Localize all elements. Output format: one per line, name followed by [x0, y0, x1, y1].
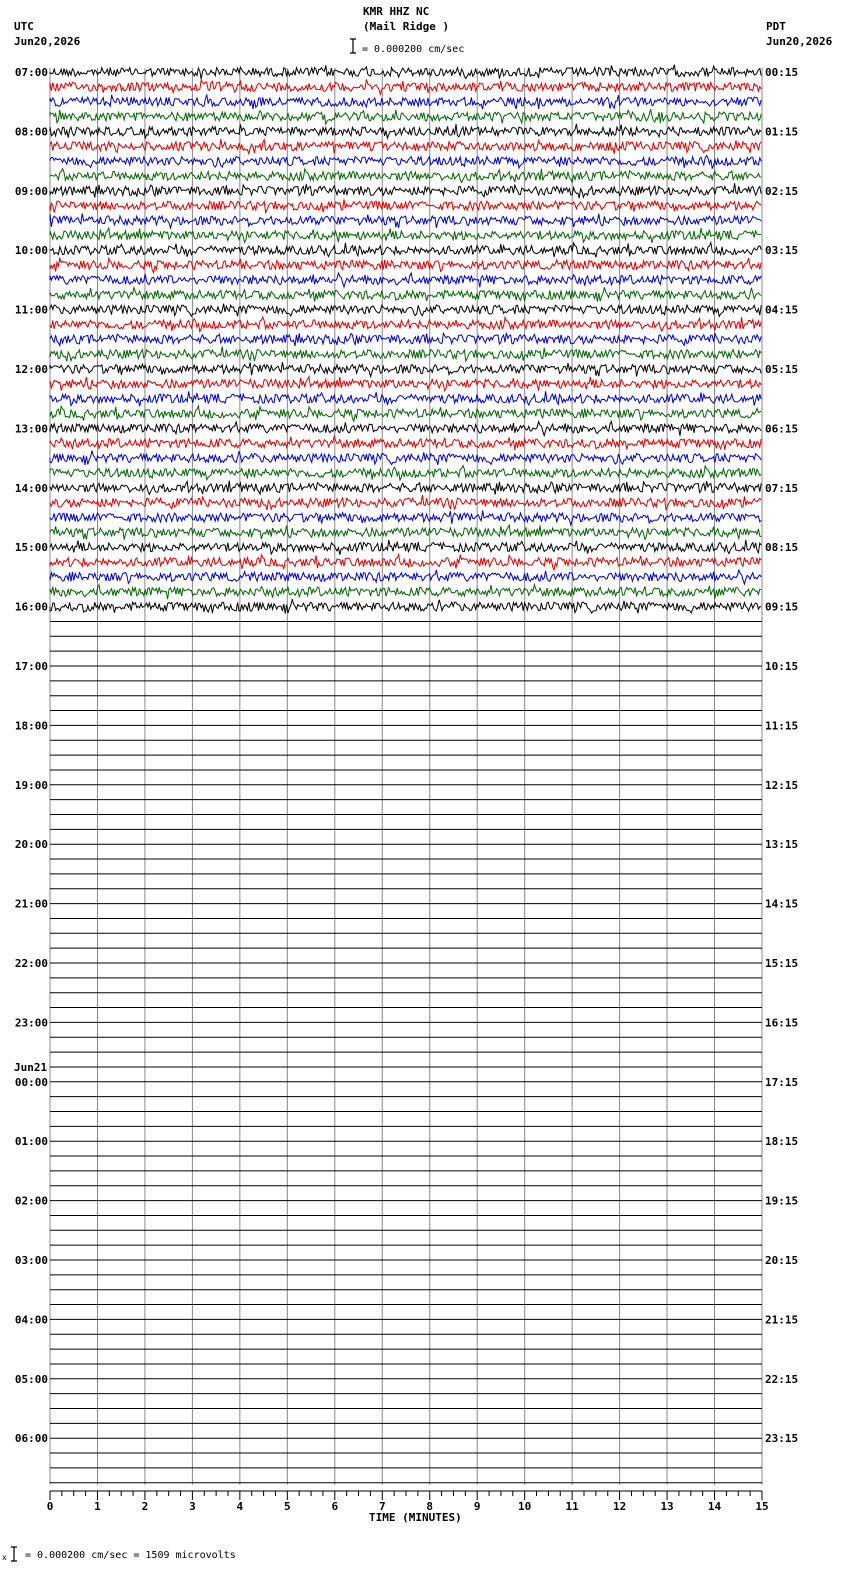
trace-row: [50, 333, 761, 346]
trace-row: [50, 243, 761, 258]
utc-hour-label: 16:00: [14, 600, 48, 614]
utc-hour-label: 23:00: [14, 1016, 48, 1030]
x-tick-label: 7: [378, 1500, 386, 1513]
x-tick-label: 8: [426, 1500, 434, 1513]
trace-row: [50, 377, 761, 391]
pdt-hour-label: 12:15: [765, 778, 799, 792]
x-tick-label: 12: [612, 1500, 627, 1513]
pdt-hour-label: 10:15: [765, 660, 799, 673]
x-tick-label: 5: [284, 1500, 291, 1513]
footer-scale: = 0.000200 cm/sec = 1509 microvolts: [25, 1550, 236, 1561]
trace-row: [50, 139, 761, 154]
trace-row: [50, 65, 761, 80]
trace-row: [50, 317, 761, 332]
trace-row: [50, 95, 761, 109]
trace-row: [50, 199, 761, 212]
utc-hour-label: 09:00: [14, 184, 48, 198]
pdt-hour-label: 15:15: [765, 957, 799, 970]
utc-hour-label: 10:00: [14, 244, 48, 258]
x-tick-label: 3: [189, 1500, 196, 1513]
trace-row: [50, 511, 761, 526]
utc-hour-label: 18:00: [14, 719, 48, 733]
pdt-hour-label: 09:15: [765, 600, 799, 614]
trace-row: [50, 287, 761, 302]
trace-row: [50, 406, 761, 421]
trace-row: [50, 362, 761, 377]
pdt-hour-label: 00:15: [765, 66, 799, 79]
scale-bar-icon: [350, 39, 356, 53]
trace-row: [50, 495, 761, 510]
utc-hour-label: 17:00: [14, 660, 48, 673]
pdt-hour-label: 13:15: [765, 838, 799, 852]
utc-hour-label: 14:00: [14, 481, 48, 495]
utc-hour-label: 19:00: [14, 778, 48, 792]
trace-row: [50, 214, 761, 229]
utc-hour-label: 00:00: [14, 1075, 48, 1089]
left-timezone: UTC: [14, 20, 34, 33]
right-date: Jun20,2026: [766, 35, 833, 48]
pdt-hour-label: 14:15: [765, 897, 799, 911]
x-tick-label: 6: [331, 1500, 339, 1513]
x-tick-label: 10: [518, 1500, 532, 1513]
pdt-hour-label: 01:15: [765, 125, 799, 139]
utc-hour-label: 02:00: [14, 1194, 48, 1208]
x-tick-label: 0: [46, 1500, 54, 1513]
trace-row: [50, 451, 761, 465]
trace-row: [50, 124, 761, 138]
pdt-hour-label: 03:15: [765, 244, 799, 258]
pdt-hour-label: 22:15: [765, 1372, 799, 1386]
trace-row: [50, 540, 761, 555]
trace-row: [50, 304, 761, 317]
trace-row: [50, 347, 761, 362]
utc-hour-label: 15:00: [14, 541, 48, 555]
pdt-hour-label: 07:15: [765, 481, 799, 495]
utc-hour-label: 08:00: [14, 125, 48, 139]
x-tick-label: 15: [755, 1500, 769, 1513]
utc-hour-label: 11:00: [14, 303, 48, 317]
x-tick-label: 2: [141, 1500, 149, 1513]
utc-hour-label: 21:00: [14, 897, 48, 911]
trace-row: [50, 599, 761, 613]
pdt-hour-label: 08:15: [765, 541, 799, 555]
trace-row: [50, 169, 761, 183]
right-timezone: PDT: [766, 20, 786, 33]
trace-row: [50, 481, 761, 495]
trace-row: [50, 391, 761, 406]
x-axis-label: TIME (MINUTES): [369, 1511, 462, 1524]
x-tick-label: 13: [660, 1500, 674, 1513]
footer-scale-bar-icon: [11, 1547, 17, 1561]
pdt-hour-label: 04:15: [765, 303, 799, 317]
utc-hour-label: 05:00: [14, 1372, 48, 1386]
footer-marker: x: [2, 1553, 7, 1562]
trace-row: [50, 156, 761, 169]
utc-hour-label: 01:00: [14, 1135, 48, 1149]
trace-row: [50, 109, 761, 124]
station-title: KMR HHZ NC: [363, 5, 430, 18]
x-tick-label: 11: [565, 1500, 579, 1513]
trace-row: [50, 525, 761, 540]
utc-hour-label: 22:00: [14, 957, 48, 970]
pdt-hour-label: 02:15: [765, 184, 799, 198]
pdt-hour-label: 20:15: [765, 1254, 799, 1267]
utc-hour-label: 07:00: [14, 66, 48, 79]
utc-hour-label: 12:00: [14, 363, 48, 376]
trace-row: [50, 436, 761, 450]
trace-row: [50, 585, 761, 600]
trace-row: [50, 258, 761, 273]
utc-hour-label: 20:00: [14, 838, 48, 852]
trace-row: [50, 554, 761, 569]
scale-label: = 0.000200 cm/sec: [362, 44, 465, 55]
utc-hour-label: 04:00: [14, 1313, 48, 1327]
site-title: (Mail Ridge ): [363, 20, 450, 33]
pdt-hour-label: 11:15: [765, 719, 799, 733]
pdt-hour-label: 19:15: [765, 1194, 799, 1208]
pdt-hour-label: 16:15: [765, 1016, 799, 1030]
x-tick-label: 1: [94, 1500, 101, 1513]
x-tick-label: 4: [236, 1500, 244, 1513]
x-tick-label: 14: [707, 1500, 722, 1513]
pdt-hour-label: 18:15: [765, 1135, 799, 1149]
utc-hour-label: 03:00: [14, 1254, 48, 1267]
left-date: Jun20,2026: [14, 35, 81, 48]
pdt-hour-label: 05:15: [765, 363, 799, 376]
trace-row: [50, 570, 761, 584]
pdt-hour-label: 21:15: [765, 1313, 799, 1327]
trace-row: [50, 183, 761, 198]
pdt-hour-label: 23:15: [765, 1432, 799, 1446]
trace-row: [50, 422, 761, 436]
utc-hour-label: 06:00: [14, 1432, 48, 1446]
utc-hour-label: 13:00: [14, 422, 48, 436]
x-tick-label: 9: [473, 1500, 481, 1513]
pdt-hour-label: 17:15: [765, 1075, 799, 1089]
trace-row: [50, 228, 761, 243]
trace-row: [50, 466, 761, 481]
trace-row: [50, 79, 761, 94]
pdt-hour-label: 06:15: [765, 422, 799, 436]
trace-row: [50, 273, 761, 287]
date-change-label: Jun21: [14, 1060, 48, 1074]
